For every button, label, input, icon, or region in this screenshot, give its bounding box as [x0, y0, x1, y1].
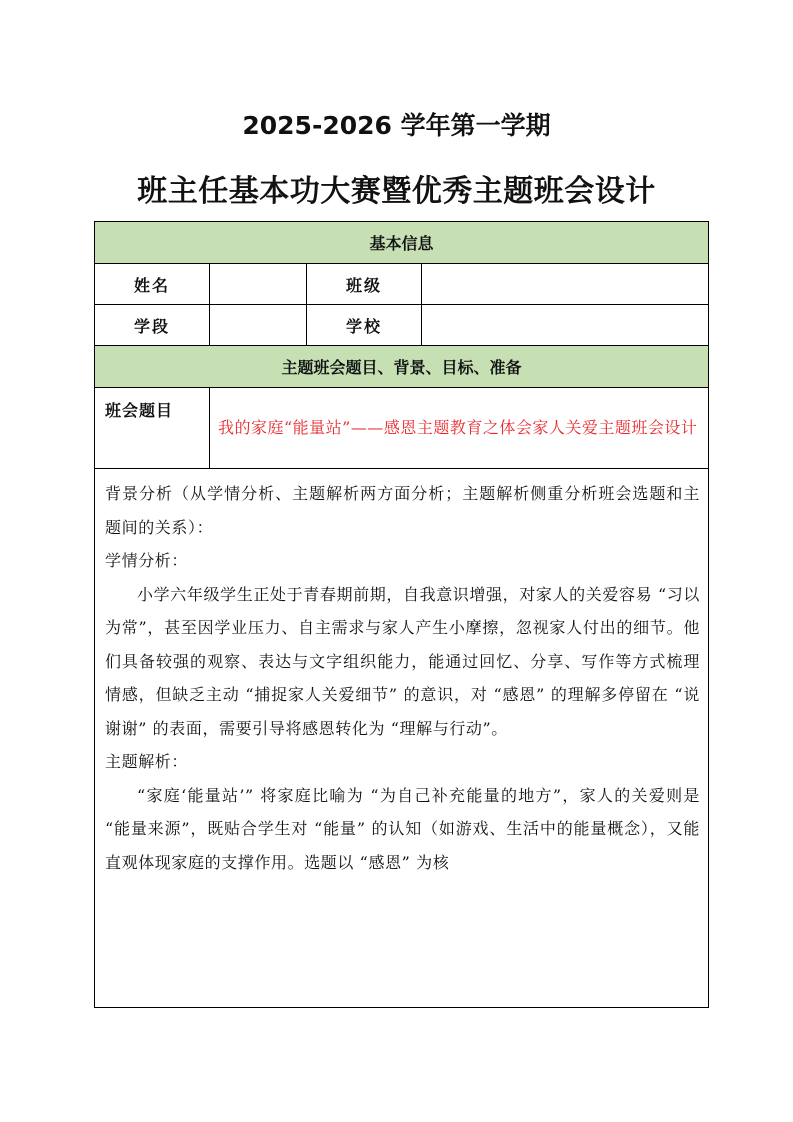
- topic-value: 我的家庭“能量站”——感恩主题教育之体会家人关爱主题班会设计: [210, 388, 709, 469]
- stage-label: 学段: [95, 305, 210, 346]
- class-label: 班级: [307, 264, 422, 305]
- student-analysis-text: 小学六年级学生正处于青春期前期，自我意识增强，对家人的关爱容易 “习以为常”，甚至因学业压力、自主需求与家人产生小摩擦，忽视家人付出的细节。他们具备较强的观察、表达与文字组织能力，能通过回忆、分享、写作等方式梳理情感，但缺乏主动 “捕捉家人关爱细节” 的意识，对 “感恩” 的理解多停留在 “说谢谢” 的表面，需要引导将感恩转化为 “理解与行动”。: [105, 584, 701, 738]
- design-form-table: [94, 221, 709, 1008]
- topic-section-header: 主题班会题目、背景、目标、准备: [95, 346, 709, 388]
- background-analysis-cell: [95, 469, 709, 1008]
- background-intro: 背景分析（从学情分析、主题解析两方面分析；主题解析侧重分析班会选题和主题间的关系）：: [105, 484, 701, 537]
- school-value-cell[interactable]: [422, 305, 709, 346]
- stage-value-cell[interactable]: [210, 305, 307, 346]
- theme-analysis-heading: 主题解析：: [105, 752, 189, 771]
- basic-info-header: 基本信息: [95, 222, 709, 264]
- theme-analysis-text: “家庭‘能量站’” 将家庭比喻为 “为自己补充能量的地方”，家人的关爱则是 “能量来源”，既贴合学生对 “能量” 的认知（如游戏、生活中的能量概念），又能直观体现家庭的支撑作用。选题以 “感恩” 为核: [105, 785, 701, 872]
- class-value-cell[interactable]: [422, 264, 709, 305]
- name-label: 姓名: [95, 264, 210, 305]
- document-title-term: 2025-2026 学年第一学期: [242, 111, 551, 140]
- document-title-main: 班主任基本功大赛暨优秀主题班会设计: [137, 174, 656, 209]
- topic-label: 班会题目: [95, 388, 210, 469]
- student-analysis-heading: 学情分析：: [105, 551, 189, 570]
- school-label: 学校: [307, 305, 422, 346]
- name-value-cell[interactable]: [210, 264, 307, 305]
